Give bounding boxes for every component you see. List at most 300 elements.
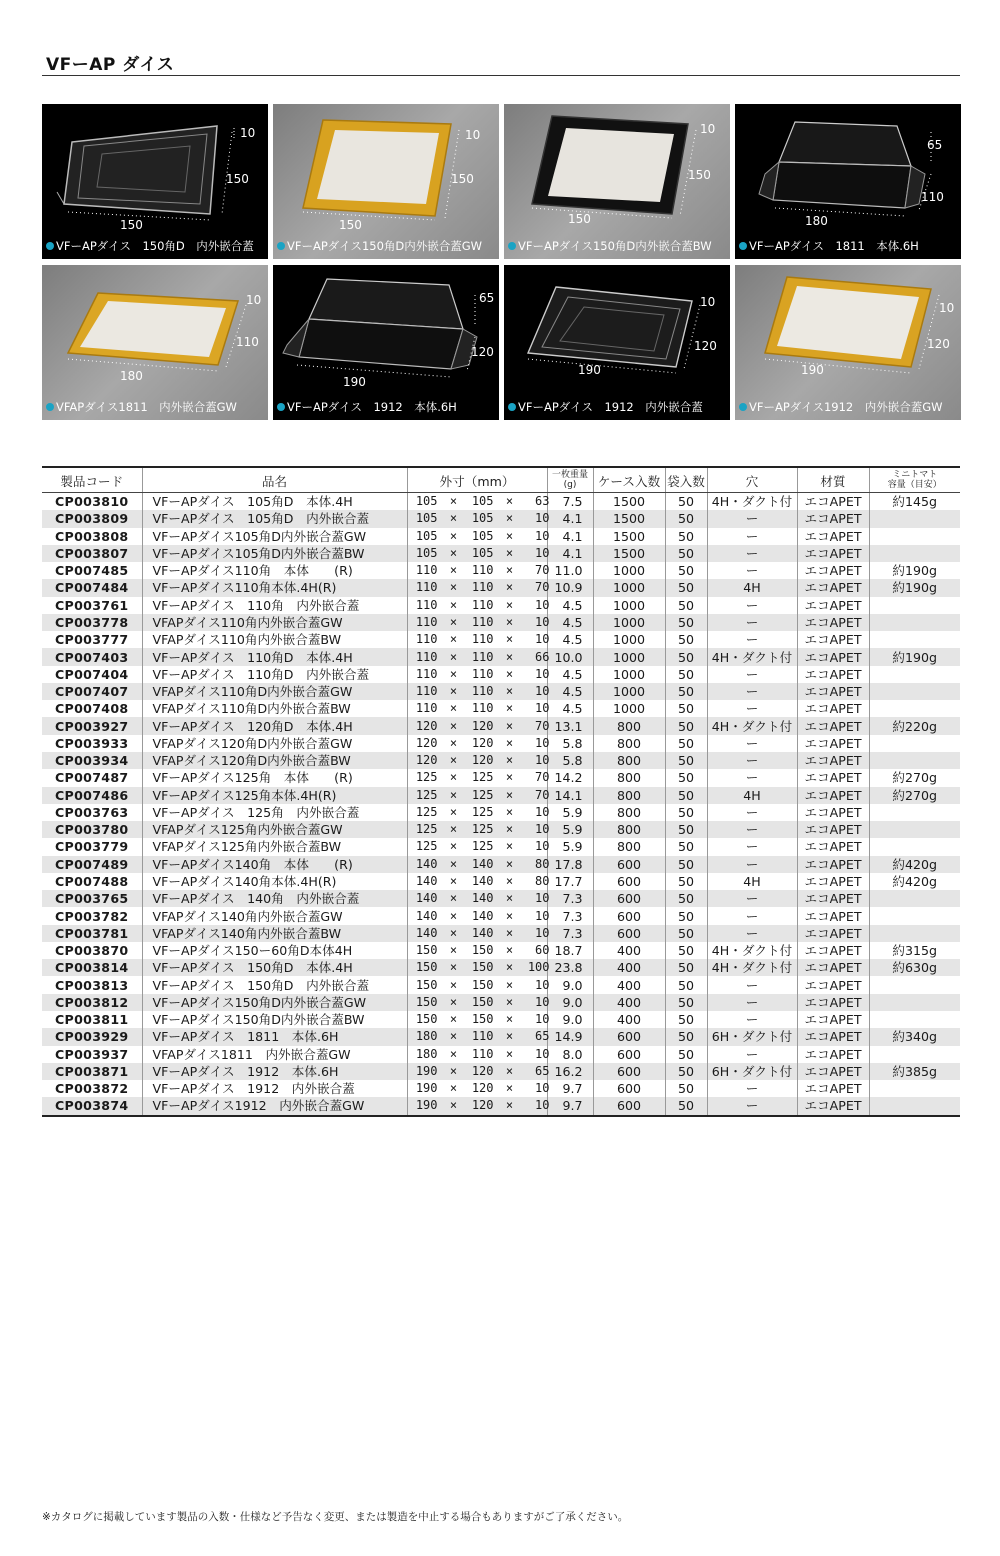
dim-depth-value: 120 bbox=[471, 753, 494, 768]
cell-volume bbox=[869, 545, 960, 562]
cell-case: 600 bbox=[593, 856, 665, 873]
dim-separator: × bbox=[505, 735, 514, 750]
dim-separator: × bbox=[449, 684, 458, 699]
dim-width-value: 125 bbox=[415, 839, 438, 854]
cell-weight: 9.7 bbox=[547, 1080, 593, 1097]
dim-width-value: 140 bbox=[415, 925, 438, 940]
cell-case: 1500 bbox=[593, 528, 665, 545]
table-row bbox=[42, 1080, 960, 1097]
dim-height: 10 bbox=[700, 122, 716, 136]
dim-height-value: 10 bbox=[535, 528, 550, 543]
dim-separator: × bbox=[505, 1046, 514, 1061]
dim-separator: × bbox=[449, 701, 458, 716]
dim-separator: × bbox=[449, 925, 458, 940]
dim-width-value: 140 bbox=[415, 856, 438, 871]
cell-bag: 50 bbox=[665, 925, 707, 942]
cell-case: 1000 bbox=[593, 614, 665, 631]
product-tile bbox=[735, 104, 961, 259]
cell-code: CP007408 bbox=[55, 701, 129, 717]
cell-bag: 50 bbox=[665, 545, 707, 562]
cell-case: 800 bbox=[593, 717, 665, 734]
dim-width: 180 bbox=[120, 369, 143, 383]
cell-volume bbox=[869, 1046, 960, 1063]
cell-bag: 50 bbox=[665, 856, 707, 873]
cell-code: CP007487 bbox=[55, 770, 129, 786]
cell-volume bbox=[869, 838, 960, 855]
cell-dims bbox=[407, 528, 550, 545]
cell-case: 1000 bbox=[593, 597, 665, 614]
cell-bag: 50 bbox=[665, 1097, 707, 1115]
dim-separator: × bbox=[505, 787, 514, 802]
cell-weight: 23.8 bbox=[547, 959, 593, 976]
cell-dims bbox=[407, 907, 550, 924]
cell-volume: 約145g bbox=[869, 493, 960, 511]
cell-weight: 18.7 bbox=[547, 942, 593, 959]
cell-case: 600 bbox=[593, 1046, 665, 1063]
cell-name: VFーAPダイス 110角D 本体.4H bbox=[142, 648, 407, 665]
dim-depth-value: 120 bbox=[471, 1063, 494, 1078]
cell-name: VFーAPダイス150角D内外嵌合蓋GW bbox=[142, 994, 407, 1011]
cell-weight: 7.3 bbox=[547, 890, 593, 907]
dim-separator: × bbox=[449, 943, 458, 958]
cell-dims bbox=[407, 614, 550, 631]
cell-bag: 50 bbox=[665, 959, 707, 976]
dim-height-value: 65 bbox=[535, 1063, 550, 1078]
cell-name: VFーAPダイス125角本体.4H(R) bbox=[142, 787, 407, 804]
table-row bbox=[42, 510, 960, 527]
cell-hole: ー bbox=[707, 510, 797, 527]
cell-dims bbox=[407, 1011, 550, 1028]
cell-case: 400 bbox=[593, 976, 665, 993]
cell-weight: 7.3 bbox=[547, 925, 593, 942]
dim-width-value: 190 bbox=[415, 1098, 438, 1113]
cell-dims bbox=[407, 666, 550, 683]
cell-material: エコAPET bbox=[797, 1063, 869, 1080]
dim-depth: 120 bbox=[927, 337, 950, 351]
cell-name: VFーAPダイス 150角D 本体.4H bbox=[142, 959, 407, 976]
dim-separator: × bbox=[505, 839, 514, 854]
dim-height-value: 10 bbox=[535, 511, 550, 526]
cell-dims bbox=[407, 562, 550, 579]
spec-table bbox=[42, 466, 960, 1117]
bullet-dot-icon bbox=[277, 403, 285, 411]
cell-material: エコAPET bbox=[797, 959, 869, 976]
dim-separator: × bbox=[505, 1098, 514, 1113]
dim-depth-value: 120 bbox=[471, 1081, 494, 1096]
dim-width-value: 140 bbox=[415, 891, 438, 906]
cell-material: エコAPET bbox=[797, 528, 869, 545]
dim-separator: × bbox=[449, 666, 458, 681]
dim-separator: × bbox=[449, 753, 458, 768]
cell-material: エコAPET bbox=[797, 752, 869, 769]
cell-code: CP003872 bbox=[55, 1081, 129, 1097]
dim-height-value: 10 bbox=[535, 701, 550, 716]
cell-bag: 50 bbox=[665, 787, 707, 804]
cell-material: エコAPET bbox=[797, 648, 869, 665]
cell-code: CP007485 bbox=[55, 563, 129, 579]
cell-hole: ー bbox=[707, 1080, 797, 1097]
table-row bbox=[42, 821, 960, 838]
cell-volume bbox=[869, 821, 960, 838]
cell-dims bbox=[407, 1080, 550, 1097]
product-tile bbox=[504, 104, 730, 259]
cell-code: CP003782 bbox=[55, 908, 129, 924]
cell-name: VFーAPダイス 105角D 本体.4H bbox=[142, 493, 407, 511]
cell-hole: ー bbox=[707, 735, 797, 752]
table-row bbox=[42, 579, 960, 596]
cell-weight: 5.8 bbox=[547, 735, 593, 752]
cell-volume: 約315g bbox=[869, 942, 960, 959]
dim-separator: × bbox=[449, 597, 458, 612]
cell-volume: 約420g bbox=[869, 873, 960, 890]
cell-hole: ー bbox=[707, 804, 797, 821]
dim-width-value: 120 bbox=[415, 753, 438, 768]
cell-weight: 4.5 bbox=[547, 683, 593, 700]
dim-height: 10 bbox=[246, 293, 262, 307]
cell-volume bbox=[869, 976, 960, 993]
cell-volume: 約190g bbox=[869, 579, 960, 596]
cell-hole: ー bbox=[707, 528, 797, 545]
cell-name: VFーAPダイス140角本体.4H(R) bbox=[142, 873, 407, 890]
cell-material: エコAPET bbox=[797, 1097, 869, 1115]
dim-height-value: 10 bbox=[535, 1098, 550, 1113]
dim-height-value: 10 bbox=[535, 632, 550, 647]
dim-width-value: 140 bbox=[415, 908, 438, 923]
dim-width-value: 190 bbox=[415, 1081, 438, 1096]
cell-bag: 50 bbox=[665, 597, 707, 614]
cell-bag: 50 bbox=[665, 1011, 707, 1028]
cell-material: エコAPET bbox=[797, 493, 869, 511]
dim-width-value: 140 bbox=[415, 873, 438, 888]
cell-code: CP003780 bbox=[42, 821, 142, 838]
cell-case: 800 bbox=[593, 769, 665, 786]
dim-height-value: 10 bbox=[535, 545, 550, 560]
table-row bbox=[42, 597, 960, 614]
table-row bbox=[42, 1097, 960, 1115]
cell-volume: 約190g bbox=[869, 562, 960, 579]
page-title: VFーAP ダイス bbox=[46, 55, 175, 75]
cell-name: VFーAPダイス110角本体.4H(R) bbox=[142, 579, 407, 596]
cell-hole: ー bbox=[707, 976, 797, 993]
dim-separator: × bbox=[505, 960, 514, 975]
cell-name: VFAPダイス110角内外嵌合蓋GW bbox=[142, 614, 407, 631]
cell-volume: 約385g bbox=[869, 1063, 960, 1080]
cell-material: エコAPET bbox=[797, 787, 869, 804]
product-caption: VFーAPダイス150角D内外嵌合蓋BW bbox=[508, 238, 712, 254]
cell-material: エコAPET bbox=[797, 1028, 869, 1045]
cell-code: CP003812 bbox=[42, 994, 142, 1011]
dim-width-value: 110 bbox=[415, 632, 438, 647]
cell-code: CP003807 bbox=[42, 545, 142, 562]
cell-material: エコAPET bbox=[797, 545, 869, 562]
cell-material: エコAPET bbox=[797, 1011, 869, 1028]
dim-separator: × bbox=[505, 753, 514, 768]
dim-separator: × bbox=[449, 873, 458, 888]
cell-material: エコAPET bbox=[797, 976, 869, 993]
table-row bbox=[42, 787, 960, 804]
cell-bag: 50 bbox=[665, 528, 707, 545]
dim-height-value: 10 bbox=[535, 735, 550, 750]
dim-separator: × bbox=[505, 649, 514, 664]
cell-code: CP003779 bbox=[55, 839, 129, 855]
cell-case: 400 bbox=[593, 959, 665, 976]
cell-weight: 5.9 bbox=[547, 821, 593, 838]
cell-hole: 4H・ダクト付 bbox=[707, 717, 797, 734]
product-caption: VFーAPダイス150角D内外嵌合蓋GW bbox=[277, 238, 482, 254]
dim-separator: × bbox=[505, 1012, 514, 1027]
cell-weight: 11.0 bbox=[547, 562, 593, 579]
cell-code: CP003933 bbox=[55, 735, 129, 751]
cell-code: CP007407 bbox=[42, 683, 142, 700]
dim-separator: × bbox=[449, 960, 458, 975]
cell-code: CP003778 bbox=[42, 614, 142, 631]
cell-case: 800 bbox=[593, 838, 665, 855]
cell-name: VFーAPダイス 1912 本体.6H bbox=[142, 1063, 407, 1080]
cell-volume: 約420g bbox=[869, 856, 960, 873]
table-row bbox=[42, 666, 960, 683]
dim-height-value: 70 bbox=[535, 563, 550, 578]
dim-separator: × bbox=[505, 891, 514, 906]
dim-height-value: 100 bbox=[527, 960, 550, 975]
dim-width-value: 150 bbox=[415, 943, 438, 958]
cell-name: VFAPダイス110角D内外嵌合蓋GW bbox=[142, 683, 407, 700]
cell-bag: 50 bbox=[665, 752, 707, 769]
cell-weight: 4.5 bbox=[547, 597, 593, 614]
dim-height-value: 10 bbox=[535, 1081, 550, 1096]
cell-dims bbox=[407, 769, 550, 786]
cell-case: 400 bbox=[593, 942, 665, 959]
dim-separator: × bbox=[505, 511, 514, 526]
dim-height-value: 10 bbox=[535, 1046, 550, 1061]
cell-hole: 4H bbox=[707, 787, 797, 804]
cell-dims bbox=[407, 717, 550, 734]
table-row bbox=[42, 838, 960, 855]
product-caption: VFーAPダイス 1811 本体.6H bbox=[739, 238, 919, 254]
dim-separator: × bbox=[505, 770, 514, 785]
dim-depth: 150 bbox=[688, 168, 711, 182]
dim-width-value: 150 bbox=[415, 960, 438, 975]
table-row bbox=[42, 700, 960, 717]
dim-depth-value: 125 bbox=[471, 787, 494, 802]
dim-separator: × bbox=[449, 891, 458, 906]
cell-name: VFーAPダイス 1912 内外嵌合蓋 bbox=[142, 1080, 407, 1097]
table-row bbox=[42, 890, 960, 907]
dim-width-value: 125 bbox=[415, 822, 438, 837]
dim-height: 10 bbox=[465, 128, 481, 142]
cell-case: 1000 bbox=[593, 683, 665, 700]
cell-material: エコAPET bbox=[797, 804, 869, 821]
cell-weight: 7.5 bbox=[547, 493, 593, 511]
cell-name: VFーAPダイス 1811 本体.6H bbox=[142, 1028, 407, 1045]
dim-depth-value: 105 bbox=[471, 494, 494, 509]
cell-case: 800 bbox=[593, 804, 665, 821]
dim-depth-value: 140 bbox=[471, 908, 494, 923]
dim-width-value: 105 bbox=[415, 528, 438, 543]
cell-case: 600 bbox=[593, 1063, 665, 1080]
cell-volume: 約220g bbox=[869, 717, 960, 734]
cell-code: CP007404 bbox=[55, 666, 129, 682]
cell-weight: 17.8 bbox=[547, 856, 593, 873]
cell-volume bbox=[869, 752, 960, 769]
cell-code: CP007403 bbox=[42, 648, 142, 665]
dim-height-value: 10 bbox=[535, 977, 550, 992]
dim-separator: × bbox=[449, 632, 458, 647]
dim-separator: × bbox=[449, 908, 458, 923]
dim-separator: × bbox=[449, 804, 458, 819]
table-row bbox=[42, 976, 960, 993]
cell-material: エコAPET bbox=[797, 579, 869, 596]
cell-hole: ー bbox=[707, 856, 797, 873]
cell-hole: ー bbox=[707, 838, 797, 855]
cell-case: 1000 bbox=[593, 666, 665, 683]
clear-container-image bbox=[735, 104, 961, 259]
bullet-dot-icon bbox=[508, 403, 516, 411]
cell-hole: 4H・ダクト付 bbox=[707, 648, 797, 665]
cell-volume bbox=[869, 597, 960, 614]
dim-separator: × bbox=[449, 787, 458, 802]
dim-separator: × bbox=[449, 839, 458, 854]
dim-width-value: 105 bbox=[415, 511, 438, 526]
cell-name: VFーAPダイス150ー60角D本体4H bbox=[142, 942, 407, 959]
cell-volume: 約630g bbox=[869, 959, 960, 976]
cell-code: CP003813 bbox=[55, 977, 129, 993]
cell-volume bbox=[869, 510, 960, 527]
cell-material: エコAPET bbox=[797, 510, 869, 527]
cell-weight: 14.1 bbox=[547, 787, 593, 804]
cell-dims bbox=[407, 752, 550, 769]
dim-width-value: 125 bbox=[415, 770, 438, 785]
dim-depth-value: 110 bbox=[471, 597, 494, 612]
cell-volume: 約340g bbox=[869, 1028, 960, 1045]
product-photo-grid bbox=[42, 104, 960, 420]
cell-case: 600 bbox=[593, 1097, 665, 1115]
table-row bbox=[42, 614, 960, 631]
cell-hole: ー bbox=[707, 545, 797, 562]
header-dims: 外寸（mm） bbox=[407, 467, 547, 493]
cell-material: エコAPET bbox=[797, 614, 869, 631]
table-row bbox=[42, 1028, 960, 1045]
cell-bag: 50 bbox=[665, 976, 707, 993]
cell-name: VFーAPダイス140角 本体 (R) bbox=[142, 856, 407, 873]
dim-height-value: 80 bbox=[535, 856, 550, 871]
dim-depth-value: 105 bbox=[471, 511, 494, 526]
bullet-dot-icon bbox=[508, 242, 516, 250]
cell-material: エコAPET bbox=[797, 631, 869, 648]
dim-separator: × bbox=[449, 1029, 458, 1044]
cell-name: VFAPダイス125角内外嵌合蓋BW bbox=[142, 838, 407, 855]
table-row bbox=[42, 752, 960, 769]
dim-depth-value: 110 bbox=[471, 1029, 494, 1044]
table-row bbox=[42, 769, 960, 786]
cell-weight: 8.0 bbox=[547, 1046, 593, 1063]
cell-hole: ー bbox=[707, 752, 797, 769]
cell-hole: ー bbox=[707, 1011, 797, 1028]
dim-height-value: 70 bbox=[535, 787, 550, 802]
cell-dims bbox=[407, 631, 550, 648]
cell-bag: 50 bbox=[665, 493, 707, 511]
cell-hole: ー bbox=[707, 562, 797, 579]
header-code: 製品コード bbox=[42, 467, 142, 493]
cell-material: エコAPET bbox=[797, 942, 869, 959]
table-row bbox=[42, 735, 960, 752]
cell-name: VFーAPダイス150角D内外嵌合蓋BW bbox=[142, 1011, 407, 1028]
dim-width: 190 bbox=[801, 363, 824, 377]
cell-material: エコAPET bbox=[797, 907, 869, 924]
dim-depth: 150 bbox=[451, 172, 474, 186]
dim-width: 190 bbox=[578, 363, 601, 377]
cell-dims bbox=[407, 735, 550, 752]
cell-volume bbox=[869, 1097, 960, 1115]
cell-case: 1500 bbox=[593, 545, 665, 562]
cell-code: CP007488 bbox=[55, 873, 129, 889]
cell-dims bbox=[407, 994, 550, 1011]
table-row bbox=[42, 631, 960, 648]
dim-height-value: 10 bbox=[535, 925, 550, 940]
cell-dims bbox=[407, 1028, 550, 1045]
dim-width-value: 150 bbox=[415, 1012, 438, 1027]
table-row bbox=[42, 804, 960, 821]
cell-material: エコAPET bbox=[797, 735, 869, 752]
bullet-dot-icon bbox=[46, 242, 54, 250]
cell-bag: 50 bbox=[665, 579, 707, 596]
cell-material: エコAPET bbox=[797, 562, 869, 579]
dim-width-value: 180 bbox=[415, 1046, 438, 1061]
cell-code: CP003761 bbox=[55, 597, 129, 613]
dim-separator: × bbox=[505, 804, 514, 819]
cell-name: VFーAPダイス1912 内外嵌合蓋GW bbox=[142, 1097, 407, 1115]
product-tile bbox=[504, 265, 730, 420]
dim-depth-value: 150 bbox=[471, 977, 494, 992]
dim-width-value: 180 bbox=[415, 1029, 438, 1044]
cell-dims bbox=[407, 1046, 550, 1063]
cell-weight: 4.5 bbox=[547, 666, 593, 683]
dim-width-value: 125 bbox=[415, 787, 438, 802]
dim-depth-value: 110 bbox=[471, 666, 494, 681]
cell-hole: 6H・ダクト付 bbox=[707, 1028, 797, 1045]
dim-separator: × bbox=[505, 666, 514, 681]
cell-code: CP003810 bbox=[55, 494, 129, 510]
dim-separator: × bbox=[449, 1046, 458, 1061]
cell-bag: 50 bbox=[665, 804, 707, 821]
dim-separator: × bbox=[449, 1012, 458, 1027]
dim-width-value: 150 bbox=[415, 977, 438, 992]
cell-material: エコAPET bbox=[797, 838, 869, 855]
header-hole: 穴 bbox=[707, 467, 797, 493]
table-row bbox=[42, 717, 960, 734]
dim-separator: × bbox=[505, 580, 514, 595]
cell-code: CP003870 bbox=[55, 943, 129, 959]
dim-height-value: 10 bbox=[535, 804, 550, 819]
cell-material: エコAPET bbox=[797, 683, 869, 700]
cell-weight: 10.0 bbox=[547, 648, 593, 665]
cell-weight: 14.9 bbox=[547, 1028, 593, 1045]
dim-separator: × bbox=[505, 614, 514, 629]
dim-height-value: 10 bbox=[535, 908, 550, 923]
cell-dims bbox=[407, 597, 550, 614]
cell-volume bbox=[869, 700, 960, 717]
dim-depth-value: 120 bbox=[471, 1098, 494, 1113]
cell-name: VFーAPダイス 120角D 本体.4H bbox=[142, 717, 407, 734]
cell-weight: 4.5 bbox=[547, 614, 593, 631]
dim-depth: 150 bbox=[226, 172, 249, 186]
header-weight: 一枚重量 (g) bbox=[547, 467, 593, 493]
cell-code: CP003811 bbox=[55, 1012, 129, 1028]
dim-height-value: 10 bbox=[535, 822, 550, 837]
dim-height: 10 bbox=[939, 301, 955, 315]
dim-height-value: 10 bbox=[535, 753, 550, 768]
cell-dims bbox=[407, 493, 550, 511]
dim-separator: × bbox=[505, 545, 514, 560]
